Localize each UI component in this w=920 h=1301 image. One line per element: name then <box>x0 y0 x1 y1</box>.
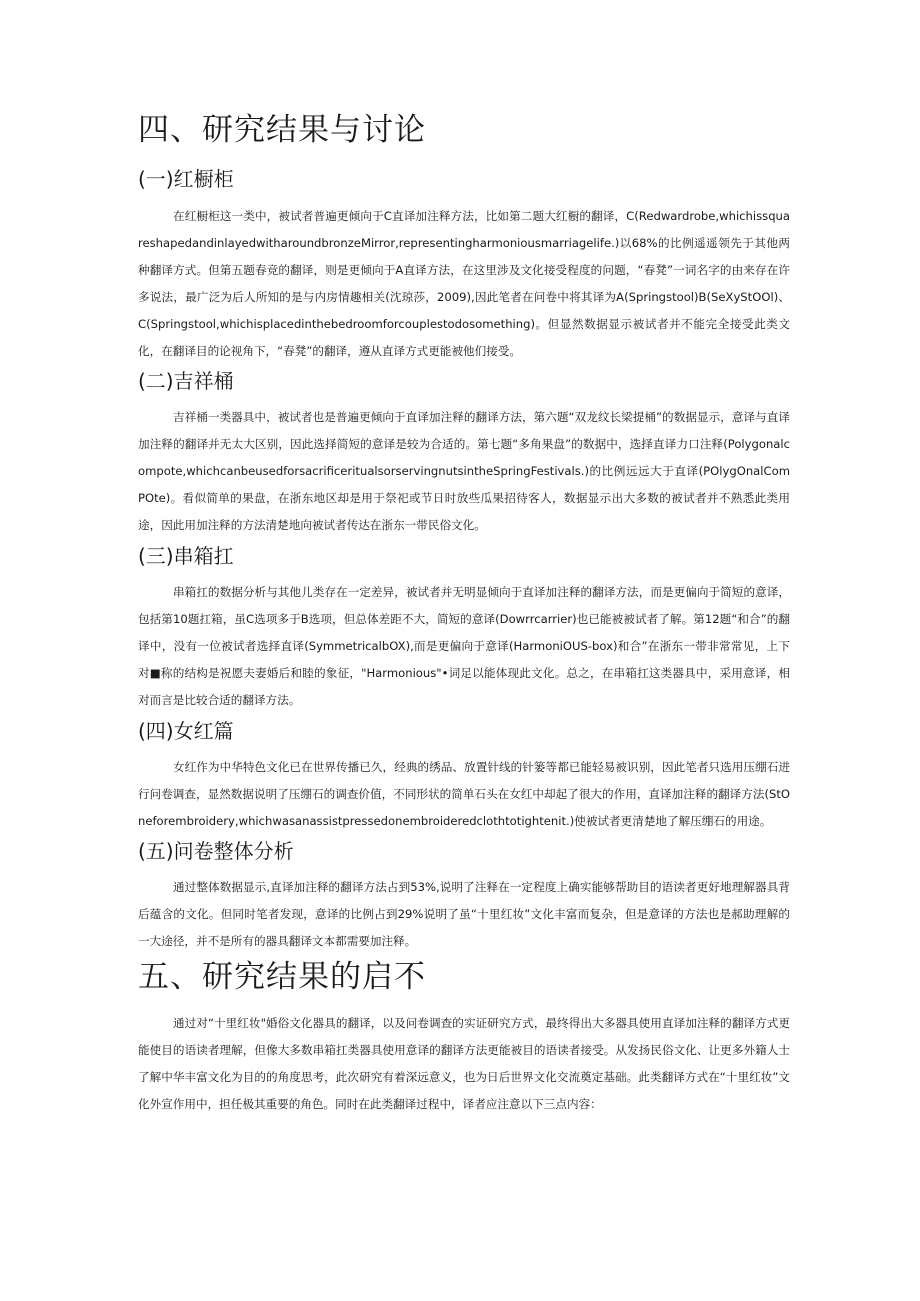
subsection-4-title: (四)女红篇 <box>138 719 234 743</box>
subsection-1-title: (一)红橱柜 <box>138 167 234 191</box>
subsection-1-paragraph: 在红橱柜这一类中，被试者普遍更倾向于C直译加注释方法，比如第二题大红橱的翻译，C(Redwardrobe,whichissquareshapedandinlayedwitharoundbronzeMirror,representingharmoniousmarriagelife.)以68%的比例遥遥领先于其他两种翻译方式。但第五题春竞的翻译，则是更倾向于A直译方法，在这里涉及文化接受程度的问题，“春凳”一词名字的由来存在许多说法，最广泛为后人所知的是与内房情趣相关(沈琼莎，2009),因此笔者在问卷中将其译为A(Springstool)B(SeXyStOOl)、C(Springstool,whichisplacedinthebedroomforcouplestodosomething)。但显然数据显示被试者并不能完全接受此类文化，在翻译目的论视角下，“春凳”的翻译，遵从直译方式更能被他们接受。 <box>138 209 790 358</box>
subsection-3-paragraph: 串箱扛的数据分析与其他儿类存在一定差异，被试者并无明显倾向于直译加注释的翻译方法，而是更偏向于简短的意译，包括第10题扛箱，虽C选项多于B选项，但总体差距不大，简短的意译(Dowrrcarrier)也已能被被试者了解。第12题“和合”的翻译中，没有一位被试者选择直译(SymmetricalbOX),而是更偏向于意译(HarmoniOUS-box)和合”在浙东一带非常常见，上下对■称的结构是祝愿夫妻婚后和睦的象征，"Harmonious"•词足以能体现此文化。总之，在串箱扛这类器具中，采用意译，相对而言是比较合适的翻译方法。 <box>138 585 790 707</box>
subsection-4-paragraph: 女红作为中华特色文化已在世界传播已久，经典的绣品、放置针线的针篓等都已能轻易被识别，因此笔者只选用压绷石进行问卷调查，显然数据说明了压绷石的调查价值，不同形状的简单石头在女红中却起了很大的作用，直译加注释的翻译方法(StOneforembroidery,whichwasanassistpressedonembroideredclothtotightenit.)使被试者更清楚地了解压绷石的用途。 <box>138 760 790 828</box>
subsection-5-paragraph: 通过整体数据显示,直译加注释的翻译方法占到53%,说明了注释在一定程度上确实能够帮助目的语读者更好地理解器具背后蕴含的文化。但同时笔者发现，意译的比例占到29%说明了虽“十里红妆”文化丰富而复杂，但是意译的方法也是郝助理解的一大途径，并不是所有的器具翻译文本都需要加注释。 <box>138 880 790 948</box>
section-5-paragraph: 通过对“十里红妆"婚俗文化器具的翻译，以及问卷调查的实证研究方式，最终得出大多器具使用直译加注释的翻译方式更能使目的语读者理解，但像大多数串箱扛类器具使用意译的翻译方法更能被目的语读者接受。从发扬民俗文化、让更多外籍人士了解中华丰富文化为目的的角度思考，此次研究有着深远意义，也为日后世界文化交流奠定基础。此类翻译方式在“十里红妆”文化外宣作用中，担任极其重要的角色。同时在此类翻译过程中，译者应注意以下三点内容： <box>138 1016 790 1111</box>
subsection-2-paragraph: 吉祥桶一类器具中，被试者也是普遍更倾向于直译加注释的翻译方法，第六题“双龙纹长梁提桶”的数据显示，意译与直译加注释的翻译并无太大区别，因此选择简短的意译是较为合适的。第七题“多角果盘”的数据中，选择直译力口注释(Polygonalcompote,whichcanbeusedforsacrificeritualsorservingnutsintheSpringFestivals.)的比例远远大于直译(POlygOnalComPOte)。看似简单的果盘，在浙东地区却是用于祭祀或节日时放些瓜果招待客人，数据显示出大多数的被试者并不熟悉此类用途，因此用加注释的方法清楚地向被试者传达在浙东一带民俗文化。 <box>138 410 790 532</box>
subsection-5-title: (五)问卷整体分析 <box>138 839 294 863</box>
document-page <box>138 104 790 1118</box>
section-5-title: 五、研究结果的启不 <box>138 959 426 995</box>
subsection-2-title: (二)吉祥桶 <box>138 369 234 393</box>
subsection-3-title: (三)串箱扛 <box>138 544 234 568</box>
section-4-title: 四、研究结果与讨论 <box>138 112 426 148</box>
